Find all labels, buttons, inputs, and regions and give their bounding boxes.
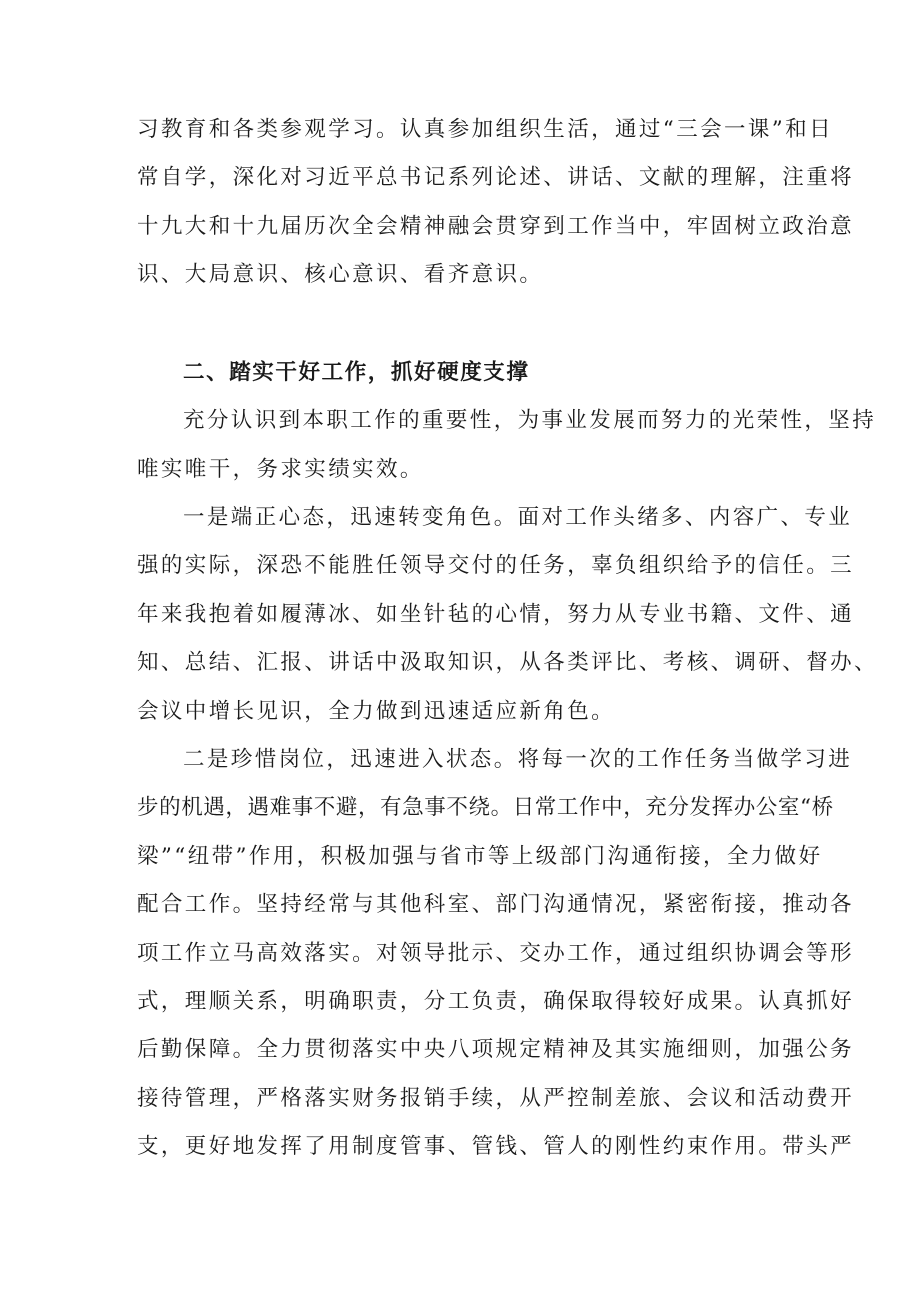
paragraph-line: 唯实唯干，务求实绩实效。 [137, 457, 424, 482]
paragraph-line: 一是端正心态，迅速转变角色。面对工作头绪多、内容广、专业 [183, 505, 853, 530]
paragraph-line: 知、总结、汇报、讲话中汲取知识，从各类评比、考核、调研、督办、 [137, 650, 878, 675]
paragraph-line: 习教育和各类参观学习。认真参加组织生活，通过“三会一课”和日 [137, 117, 833, 142]
paragraph-line: 梁”“纽带”作用，积极加强与省市等上级部门沟通衔接，全力做好 [137, 844, 823, 869]
section-heading: 二、踏实干好工作，抓好硬度支撑 [183, 360, 530, 385]
paragraph-line: 接待管理，严格落实财务报销手续，从严控制差旅、会议和活动费开 [137, 1086, 855, 1111]
paragraph-line: 充分认识到本职工作的重要性，为事业发展而努力的光荣性，坚持 [183, 408, 877, 433]
paragraph-line: 步的机遇，遇难事不避，有急事不绕。日常工作中，充分发挥办公室“桥 [137, 795, 834, 820]
paragraph-line: 年来我抱着如履薄冰、如坐针毡的心情，努力从专业书籍、文件、通 [137, 602, 855, 627]
paragraph-line: 配合工作。坚持经常与其他科室、部门沟通情况，紧密衔接，推动各 [137, 892, 855, 917]
paragraph-line: 会议中增长见识，全力做到迅速适应新角色。 [137, 699, 616, 724]
paragraph-line: 式，理顺关系，明确职责，分工负责，确保取得较好成果。认真抓好 [137, 989, 855, 1014]
paragraph-line: 二是珍惜岗位，迅速进入状态。将每一次的工作任务当做学习进 [183, 747, 853, 772]
paragraph-line: 常自学，深化对习近平总书记系列论述、讲话、文献的理解，注重将 [137, 165, 855, 190]
paragraph-line: 十九大和十九届历次全会精神融会贯穿到工作当中，牢固树立政治意 [137, 214, 855, 239]
paragraph-line: 后勤保障。全力贯彻落实中央八项规定精神及其实施细则，加强公务 [137, 1037, 855, 1062]
paragraph-line: 识、大局意识、核心意识、看齐意识。 [137, 262, 544, 287]
paragraph-line: 支，更好地发挥了用制度管事、管钱、管人的刚性约束作用。带头严 [137, 1134, 855, 1159]
paragraph-line: 强的实际，深恐不能胜任领导交付的任务，辜负组织给予的信任。三 [137, 553, 855, 578]
paragraph-line: 项工作立马高效落实。对领导批示、交办工作，通过组织协调会等形 [137, 941, 855, 966]
